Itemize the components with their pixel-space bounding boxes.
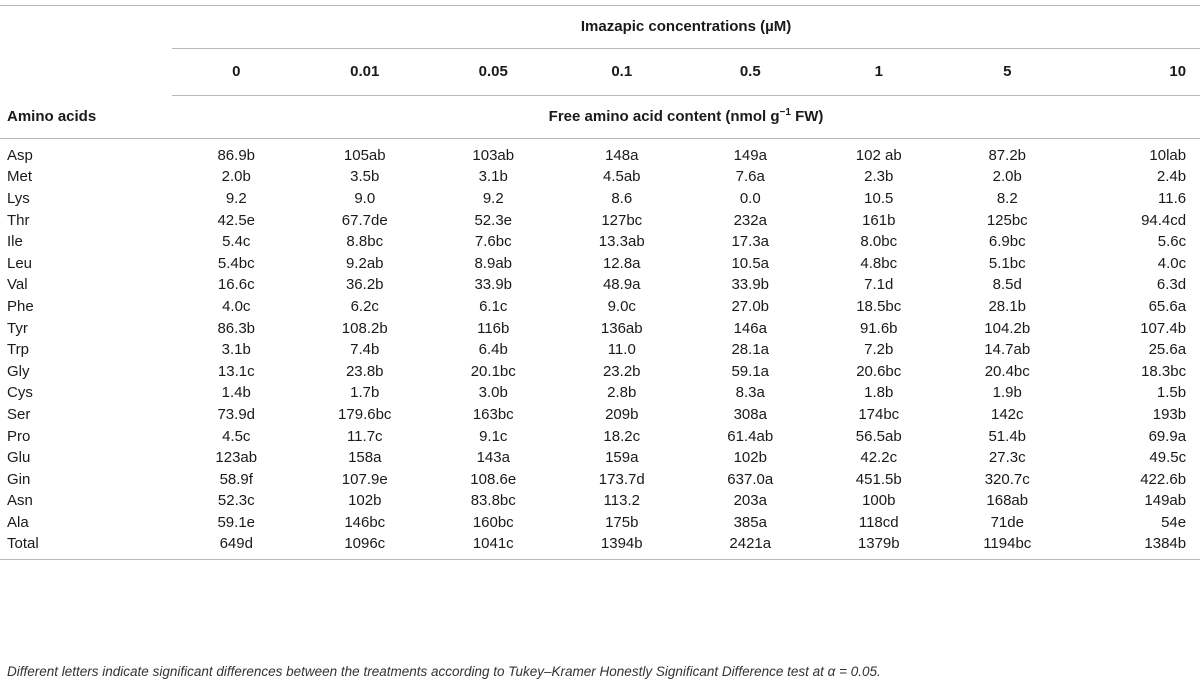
table-cell: 320.7c xyxy=(984,470,1030,488)
table-cell: 118cd xyxy=(858,513,899,531)
table-cell: 36.2b xyxy=(345,276,384,294)
table-cell: 451.5b xyxy=(855,470,902,488)
table-cell: 12.8a xyxy=(602,254,641,272)
table-cell: 160bc xyxy=(472,513,514,531)
table-cell: 23.2b xyxy=(602,362,641,380)
concentration-header: 0 xyxy=(172,49,301,96)
table-cell: 2.0b xyxy=(992,168,1022,186)
table-cell: 9.0c xyxy=(607,297,636,315)
table-cell: 649d xyxy=(172,534,301,560)
table-cell: 1394b xyxy=(558,534,687,560)
table-cell: 9.2 xyxy=(225,189,247,207)
table-cell: 58.9f xyxy=(219,470,253,488)
amino-acid-name: Glu xyxy=(7,449,31,467)
table-cell: 7.1d xyxy=(864,276,894,294)
table-cell: 193b xyxy=(1152,405,1187,423)
table-cell: 6.9bc xyxy=(988,233,1026,251)
table-cell: 25.6a xyxy=(1148,341,1187,359)
table-cell: 1.7b xyxy=(350,384,380,402)
table-cell: 103ab xyxy=(472,146,515,164)
unit-header xyxy=(172,96,1200,139)
table-cell: 232a xyxy=(733,211,767,229)
table-cell: 94.4cd xyxy=(1141,211,1187,229)
table-cell: 142c xyxy=(990,405,1024,423)
table-cell: 2.4b xyxy=(1156,168,1187,186)
table-row xyxy=(0,512,1200,534)
table-cell: 4.0c xyxy=(1157,254,1187,272)
table-cell: 107.4b xyxy=(1140,319,1187,337)
header-corner xyxy=(0,6,172,49)
table-cell: 11.0 xyxy=(607,341,636,359)
table-cell: 6.3d xyxy=(1156,276,1187,294)
table-cell: 49.5c xyxy=(1149,449,1187,467)
table-cell: 5.1bc xyxy=(988,254,1026,272)
table-cell: 123ab xyxy=(215,449,258,467)
table-cell: 116b xyxy=(477,319,510,337)
table-cell: 163bc xyxy=(472,405,514,423)
table-cell: 11.6 xyxy=(1158,189,1187,207)
table-cell: 143a xyxy=(476,449,510,467)
table-cell: 2.3b xyxy=(864,168,894,186)
table-cell: 65.6a xyxy=(1148,297,1187,315)
table-cell: 2421a xyxy=(686,534,815,560)
concentration-header: 1 xyxy=(815,49,944,96)
table-cell: 7.2b xyxy=(864,341,894,359)
unit-label-post: FW) xyxy=(790,108,824,125)
amino-acid-name: Trp xyxy=(7,341,29,359)
amino-acid-name: Total xyxy=(0,534,172,560)
amino-acid-name: Pro xyxy=(7,427,31,445)
concentration-group-title: Imazapic concentrations (µM) xyxy=(172,6,1200,49)
amino-acid-name: Ile xyxy=(7,233,23,251)
concentration-header: 5 xyxy=(943,49,1072,96)
table-cell: 5.4bc xyxy=(217,254,255,272)
amino-acid-name: Gin xyxy=(7,470,31,488)
table-cell: 13.3ab xyxy=(598,233,645,251)
table-cell: 4.0c xyxy=(222,297,251,315)
table-cell: 83.8bc xyxy=(470,492,516,510)
amino-acid-table xyxy=(0,5,1200,560)
table-cell: 8.2 xyxy=(996,189,1018,207)
table-cell: 308a xyxy=(733,405,767,423)
table-cell: 102b xyxy=(348,492,382,510)
table-cell: 1041c xyxy=(429,534,558,560)
concentration-header: 0.5 xyxy=(686,49,815,96)
table-cell: 5.6c xyxy=(1157,233,1187,251)
table-cell: 8.0bc xyxy=(860,233,898,251)
table-row xyxy=(0,210,1200,232)
table-row xyxy=(0,491,1200,513)
table-cell: 86.3b xyxy=(217,319,256,337)
table-cell: 87.2b xyxy=(988,146,1027,164)
table-cell: 102b xyxy=(733,449,767,467)
table-row xyxy=(0,318,1200,340)
table-cell: 385a xyxy=(733,513,767,531)
table-cell: 175b xyxy=(605,513,639,531)
table-cell: 5.4c xyxy=(222,233,251,251)
table-cell: 73.9d xyxy=(217,405,256,423)
table-footnote: Different letters indicate significant differences between the treatments according to Tukey–Kramer Honestly Significant Difference test at α = 0.05. xyxy=(7,664,881,679)
table-cell: 6.2c xyxy=(350,297,379,315)
table-cell: 71de xyxy=(990,513,1024,531)
table-cell: 6.4b xyxy=(478,341,508,359)
table-cell: 2.0b xyxy=(221,168,251,186)
table-cell: 8.8bc xyxy=(346,233,384,251)
table-cell: 3.0b xyxy=(478,384,508,402)
table-cell: 8.3a xyxy=(735,384,765,402)
table-cell: 100b xyxy=(862,492,896,510)
amino-acid-name: Leu xyxy=(7,254,33,272)
table-cell: 28.1b xyxy=(988,297,1027,315)
table-cell: 9.1c xyxy=(479,427,508,445)
table-cell: 1.4b xyxy=(221,384,251,402)
table-cell: 0.0 xyxy=(739,189,761,207)
table-row xyxy=(0,534,1200,560)
table-row xyxy=(0,447,1200,469)
table-cell: 1194bc xyxy=(943,534,1072,560)
table-row xyxy=(0,469,1200,491)
table-cell: 125bc xyxy=(986,211,1028,229)
table-cell: 61.4ab xyxy=(727,427,774,445)
table-row xyxy=(0,275,1200,297)
table-cell: 59.1a xyxy=(731,362,770,380)
table-cell: 108.2b xyxy=(341,319,388,337)
table-cell: 20.6bc xyxy=(856,362,902,380)
table-cell: 51.4b xyxy=(988,427,1027,445)
amino-acid-name: Ser xyxy=(7,405,31,423)
table-cell: 108.6e xyxy=(470,470,517,488)
table-cell: 209b xyxy=(605,405,639,423)
header-corner-2 xyxy=(0,49,172,96)
table-cell: 136ab xyxy=(600,319,643,337)
table-cell: 67.7de xyxy=(341,211,388,229)
table-cell: 1.8b xyxy=(864,384,894,402)
concentration-header: 0.1 xyxy=(558,49,687,96)
table-cell: 14.7ab xyxy=(984,341,1031,359)
unit-superscript: −1 xyxy=(779,107,791,118)
unit-label-pre: Free amino acid content (nmol g xyxy=(548,108,780,125)
table-cell: 56.5ab xyxy=(855,427,902,445)
table-cell: 3.5b xyxy=(350,168,380,186)
table-cell: 146bc xyxy=(344,513,386,531)
table-cell: 146a xyxy=(733,319,767,337)
table-cell: 69.9a xyxy=(1148,427,1187,445)
table-cell: 173.7d xyxy=(598,470,645,488)
table-cell: 48.9a xyxy=(602,276,641,294)
table-cell: 1.5b xyxy=(1156,384,1187,402)
table-row xyxy=(0,383,1200,405)
table-cell: 59.1e xyxy=(217,513,256,531)
table-cell: 42.2c xyxy=(860,449,898,467)
table-row xyxy=(0,426,1200,448)
table-row xyxy=(0,139,1200,167)
table-cell: 23.8b xyxy=(345,362,384,380)
table-cell: 27.0b xyxy=(731,297,770,315)
table-cell: 11.7c xyxy=(346,427,383,445)
table-cell: 33.9b xyxy=(731,276,770,294)
table-cell: 52.3c xyxy=(217,492,255,510)
table-row xyxy=(0,188,1200,210)
table-cell: 7.6bc xyxy=(474,233,512,251)
table-cell: 159a xyxy=(605,449,639,467)
amino-acid-name: Asp xyxy=(7,146,33,164)
table-cell: 9.0 xyxy=(354,189,376,207)
table-cell: 18.2c xyxy=(603,427,641,445)
table-cell: 91.6b xyxy=(859,319,898,337)
table-cell: 3.1b xyxy=(221,341,251,359)
table-cell: 113.2 xyxy=(603,492,640,510)
row-label-header: Amino acids xyxy=(0,96,172,139)
table-cell: 2.8b xyxy=(607,384,637,402)
table-cell: 107.9e xyxy=(341,470,388,488)
concentration-header: 0.05 xyxy=(429,49,558,96)
table-cell: 86.9b xyxy=(217,146,256,164)
table-cell: 104.2b xyxy=(984,319,1031,337)
table-cell: 52.3e xyxy=(474,211,513,229)
table-cell: 637.0a xyxy=(727,470,774,488)
table-row xyxy=(0,253,1200,275)
table-cell: 10.5a xyxy=(731,254,770,272)
table-cell: 148a xyxy=(605,146,639,164)
table-cell: 8.5d xyxy=(992,276,1022,294)
concentration-header: 10 xyxy=(1072,49,1200,96)
table-cell: 20.1bc xyxy=(470,362,516,380)
table-cell: 158a xyxy=(348,449,382,467)
amino-acid-name: Ala xyxy=(7,513,29,531)
table-cell: 9.2 xyxy=(482,189,504,207)
table-cell: 27.3c xyxy=(988,449,1026,467)
table-cell: 1.9b xyxy=(992,384,1022,402)
table-body xyxy=(0,139,1200,560)
table-cell: 10.5 xyxy=(864,189,894,207)
amino-acid-name: Lys xyxy=(7,189,30,207)
amino-acid-name: Val xyxy=(7,276,28,294)
table-cell: 149ab xyxy=(1144,492,1187,510)
table-cell: 16.6c xyxy=(217,276,255,294)
table-cell: 8.6 xyxy=(611,189,633,207)
table-cell: 179.6bc xyxy=(338,405,392,423)
table-cell: 28.1a xyxy=(731,341,770,359)
table-cell: 161b xyxy=(862,211,896,229)
table-cell: 127bc xyxy=(601,211,643,229)
table-cell: 1096c xyxy=(301,534,430,560)
amino-acid-name: Met xyxy=(7,168,33,186)
amino-acid-name: Tyr xyxy=(7,319,28,337)
table-cell: 8.9ab xyxy=(474,254,513,272)
table-cell: 6.1c xyxy=(479,297,508,315)
table-cell: 7.6a xyxy=(735,168,765,186)
table-cell: 1379b xyxy=(815,534,944,560)
table-cell: 3.1b xyxy=(478,168,508,186)
table-cell: 4.8bc xyxy=(860,254,898,272)
amino-acid-name: Cys xyxy=(7,384,33,402)
amino-acid-name: Thr xyxy=(7,211,30,229)
table-cell: 10lab xyxy=(1149,146,1187,164)
table-cell: 18.3bc xyxy=(1141,362,1187,380)
table-cell: 4.5c xyxy=(222,427,251,445)
table-cell: 174bc xyxy=(858,405,900,423)
table-cell: 102 ab xyxy=(855,146,902,164)
amino-acid-name: Asn xyxy=(7,492,33,510)
table-cell: 42.5e xyxy=(217,211,256,229)
table-cell: 7.4b xyxy=(350,341,380,359)
table-cell: 105ab xyxy=(343,146,386,164)
table-cell: 168ab xyxy=(986,492,1029,510)
table-cell: 18.5bc xyxy=(856,297,902,315)
table-row xyxy=(0,404,1200,426)
table-cell: 54e xyxy=(1161,513,1187,531)
table-cell: 4.5ab xyxy=(602,168,641,186)
table-row xyxy=(0,339,1200,361)
table-cell: 1384b xyxy=(1072,534,1200,560)
table-cell: 17.3a xyxy=(731,233,770,251)
amino-acid-name: Gly xyxy=(7,362,30,380)
amino-acid-name: Phe xyxy=(7,297,34,315)
table-cell: 33.9b xyxy=(474,276,513,294)
concentration-header: 0.01 xyxy=(301,49,430,96)
table-cell: 203a xyxy=(733,492,767,510)
table-row xyxy=(0,361,1200,383)
table-row xyxy=(0,231,1200,253)
table-cell: 9.2ab xyxy=(345,254,384,272)
table-row xyxy=(0,167,1200,189)
table-cell: 20.4bc xyxy=(984,362,1030,380)
table-cell: 149a xyxy=(733,146,767,164)
table-cell: 13.1c xyxy=(217,362,255,380)
table-row xyxy=(0,296,1200,318)
table-cell: 422.6b xyxy=(1140,470,1187,488)
